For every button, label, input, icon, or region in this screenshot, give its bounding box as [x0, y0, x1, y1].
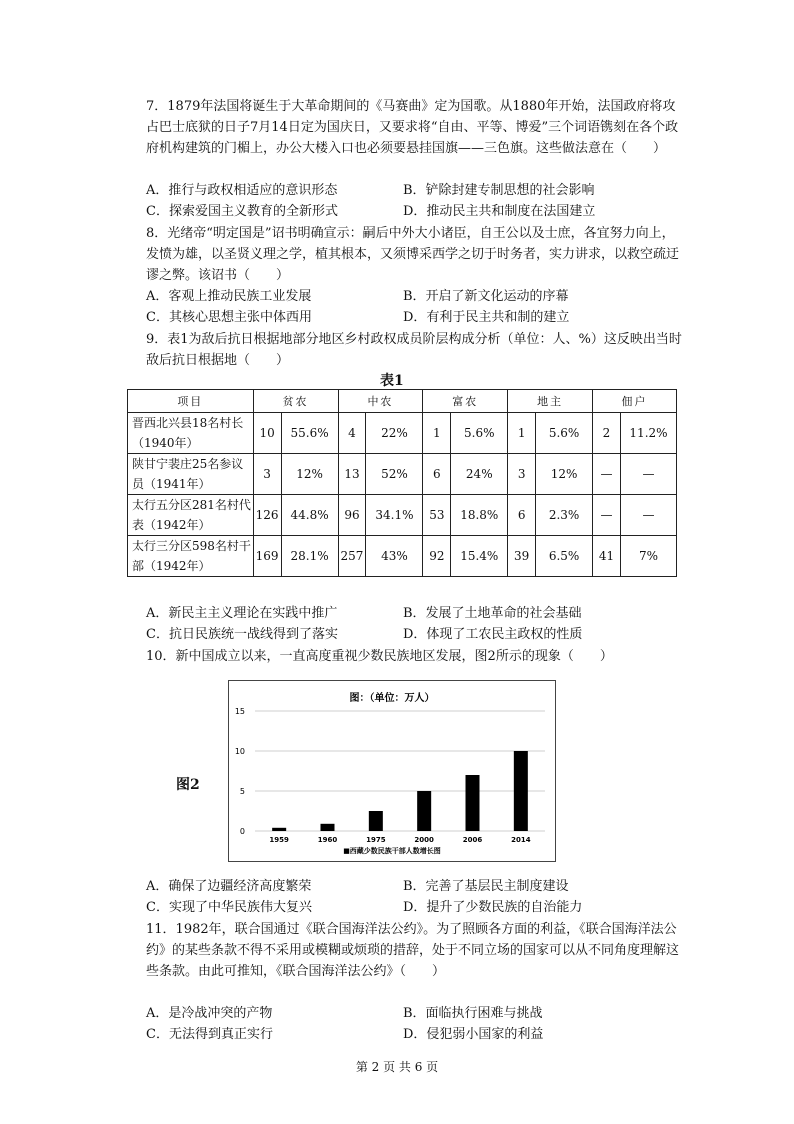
table-cell: 92	[423, 536, 451, 577]
table-cell: 13	[338, 454, 366, 495]
header-landlord: 地主	[508, 390, 593, 413]
question-10	[146, 646, 686, 667]
q9-option-b[interactable]: B．发展了土地革命的社会基础	[403, 606, 582, 621]
table-cell: —	[620, 454, 676, 495]
table-cell: 41	[593, 536, 621, 577]
table-header-row	[128, 390, 677, 413]
bar	[514, 751, 528, 831]
header-poor-peasant: 贫农	[253, 390, 338, 413]
table-cell: 28.1%	[281, 536, 338, 577]
q10-option-d[interactable]: D．提升了少数民族的自治能力	[403, 900, 583, 915]
table-cell: 7%	[620, 536, 676, 577]
x-tick-label: 2014	[511, 836, 531, 844]
q9-option-d[interactable]: D．体现了工农民主政权的性质	[403, 627, 583, 642]
table-cell: 18.8%	[451, 495, 508, 536]
table-cell: 15.4%	[451, 536, 508, 577]
data-table	[127, 389, 677, 577]
chart-title: 图：（单位：万人）	[349, 693, 435, 704]
figure-label: 图2	[176, 777, 200, 793]
question-7	[146, 96, 686, 159]
question-8-text: 8．光绪帝“明定国是”诏书明确宣示：嗣后中外大小诸臣，自王公以及士庶，各宜努力向上，发愤为雄，以圣贤义理之学，植其根本，又须博采西学之切于时务者，实力讲求，以救空疏迂谬之弊。该诏书（ ）	[146, 226, 680, 283]
table-cell: 3	[253, 454, 281, 495]
question-11-text: 11．1982年，联合国通过《联合国海洋法公约》。为了照顾各方面的利益，《联合国海洋法公约》的某些条款不得不采用或模糊或烦琐的措辞，处于不同立场的国家可以从不同角度理解这些条款。由此可推知，《联合国海洋法公约》（ ）	[146, 922, 680, 979]
table-cell: 6	[423, 454, 451, 495]
table-cell: 22%	[366, 413, 423, 454]
table-row	[128, 454, 677, 495]
row-label: 太行三分区598名村干部（1942年）	[128, 536, 254, 577]
table-cell: 1	[423, 413, 451, 454]
table-cell: 34.1%	[366, 495, 423, 536]
q7-option-c[interactable]: C．探索爱国主义教育的全新形式	[146, 204, 338, 219]
header-item: 项目	[128, 390, 254, 413]
table-cell: 5.6%	[451, 413, 508, 454]
q11-option-b[interactable]: B．面临执行困难与挑战	[403, 1006, 543, 1021]
x-tick-label: 1960	[317, 836, 338, 844]
header-tenant: 佃户	[593, 390, 677, 413]
table-cell: 43%	[366, 536, 423, 577]
row-label: 太行五分区281名村代表（1942年）	[128, 495, 254, 536]
header-middle-peasant: 中农	[338, 390, 423, 413]
table-row	[128, 495, 677, 536]
bar	[369, 811, 383, 831]
q10-option-a[interactable]: A．确保了边疆经济高度繁荣	[146, 879, 312, 894]
table-cell: 52%	[366, 454, 423, 495]
y-tick-label: 10	[234, 747, 245, 756]
q8-option-c[interactable]: C．其核心思想主张中体西用	[146, 310, 312, 325]
question-10-text: 10．新中国成立以来，一直高度重视少数民族地区发展，图2所示的现象（ ）	[146, 649, 613, 664]
table-title: 表1	[380, 373, 404, 389]
table-cell: 55.6%	[281, 413, 338, 454]
q7-option-a[interactable]: A．推行与政权相适应的意识形态	[146, 183, 338, 198]
bar-chart	[228, 680, 556, 862]
table-cell: 12%	[536, 454, 593, 495]
y-tick-label: 15	[234, 707, 245, 716]
table-cell: 3	[508, 454, 536, 495]
table-cell: 6	[508, 495, 536, 536]
table-row	[128, 413, 677, 454]
q8-option-d[interactable]: D．有利于民主共和制的建立	[403, 310, 570, 325]
table-cell: —	[593, 454, 621, 495]
question-8	[146, 223, 686, 286]
table-cell: 4	[338, 413, 366, 454]
table-row	[128, 536, 677, 577]
x-tick-label: 1975	[366, 836, 386, 844]
q11-option-d[interactable]: D．侵犯弱小国家的利益	[403, 1027, 544, 1042]
q11-option-a[interactable]: A．是冷战冲突的产物	[146, 1006, 273, 1021]
q7-option-d[interactable]: D．推动民主共和制度在法国建立	[403, 204, 596, 219]
table-cell: 96	[338, 495, 366, 536]
q8-option-a[interactable]: A．客观上推动民族工业发展	[146, 289, 312, 304]
table-cell: 1	[508, 413, 536, 454]
q9-option-c[interactable]: C．抗日民族统一战线得到了落实	[146, 627, 338, 642]
table-cell: 39	[508, 536, 536, 577]
chart-svg	[229, 681, 555, 861]
table-cell: 2	[593, 413, 621, 454]
chart-legend: ■西藏少数民族干部人数增长图	[343, 847, 441, 855]
x-tick-label: 1959	[269, 836, 289, 844]
q9-option-a[interactable]: A．新民主主义理论在实践中推广	[146, 606, 338, 621]
row-label: 晋西北兴县18名村长（1940年）	[128, 413, 254, 454]
table-cell: 257	[338, 536, 366, 577]
table-cell: —	[620, 495, 676, 536]
x-tick-label: 2006	[462, 836, 483, 844]
table-cell: —	[593, 495, 621, 536]
question-7-text: 7．1879年法国将诞生于大革命期间的《马赛曲》定为国歌。从1880年开始，法国政府将攻占巴士底狱的日子7月14日定为国庆日，又要求将“自由、平等、博爱”三个词语镌刻在各个政府机构建筑的门楣上，办公大楼入口也必须要悬挂国旗——三色旗。这些做法意在（ ）	[146, 99, 679, 156]
table-cell: 12%	[281, 454, 338, 495]
q8-option-b[interactable]: B．开启了新文化运动的序幕	[403, 289, 569, 304]
table-cell: 10	[253, 413, 281, 454]
x-tick-label: 2000	[414, 836, 434, 844]
question-9	[146, 329, 686, 371]
y-tick-label: 5	[239, 787, 245, 796]
header-rich-peasant: 富农	[423, 390, 508, 413]
q10-option-c[interactable]: C．实现了中华民族伟大复兴	[146, 900, 312, 915]
table-cell: 5.6%	[536, 413, 593, 454]
table-cell: 44.8%	[281, 495, 338, 536]
table-cell: 126	[253, 495, 281, 536]
table-cell: 53	[423, 495, 451, 536]
bar	[272, 828, 286, 831]
q11-option-c[interactable]: C．无法得到真正实行	[146, 1027, 273, 1042]
bar	[321, 824, 335, 831]
table-cell: 11.2%	[620, 413, 676, 454]
page-footer: 第 2 页 共 6 页	[355, 1060, 439, 1074]
table-cell: 24%	[451, 454, 508, 495]
table-cell: 6.5%	[536, 536, 593, 577]
y-tick-label: 0	[239, 827, 245, 836]
bar	[466, 775, 480, 831]
table-cell: 2.3%	[536, 495, 593, 536]
row-label: 陕甘宁裴庄25名参议员（1941年）	[128, 454, 254, 495]
table-cell: 169	[253, 536, 281, 577]
q7-option-b[interactable]: B．铲除封建专制思想的社会影响	[403, 183, 595, 198]
question-11	[146, 919, 686, 982]
question-9-text: 9．表1为敌后抗日根据地部分地区乡村政权成员阶层构成分析（单位：人、%）这反映出当时敌后抗日根据地（ ）	[146, 332, 682, 368]
q10-option-b[interactable]: B．完善了基层民主制度建设	[403, 879, 569, 894]
bar	[417, 791, 431, 831]
